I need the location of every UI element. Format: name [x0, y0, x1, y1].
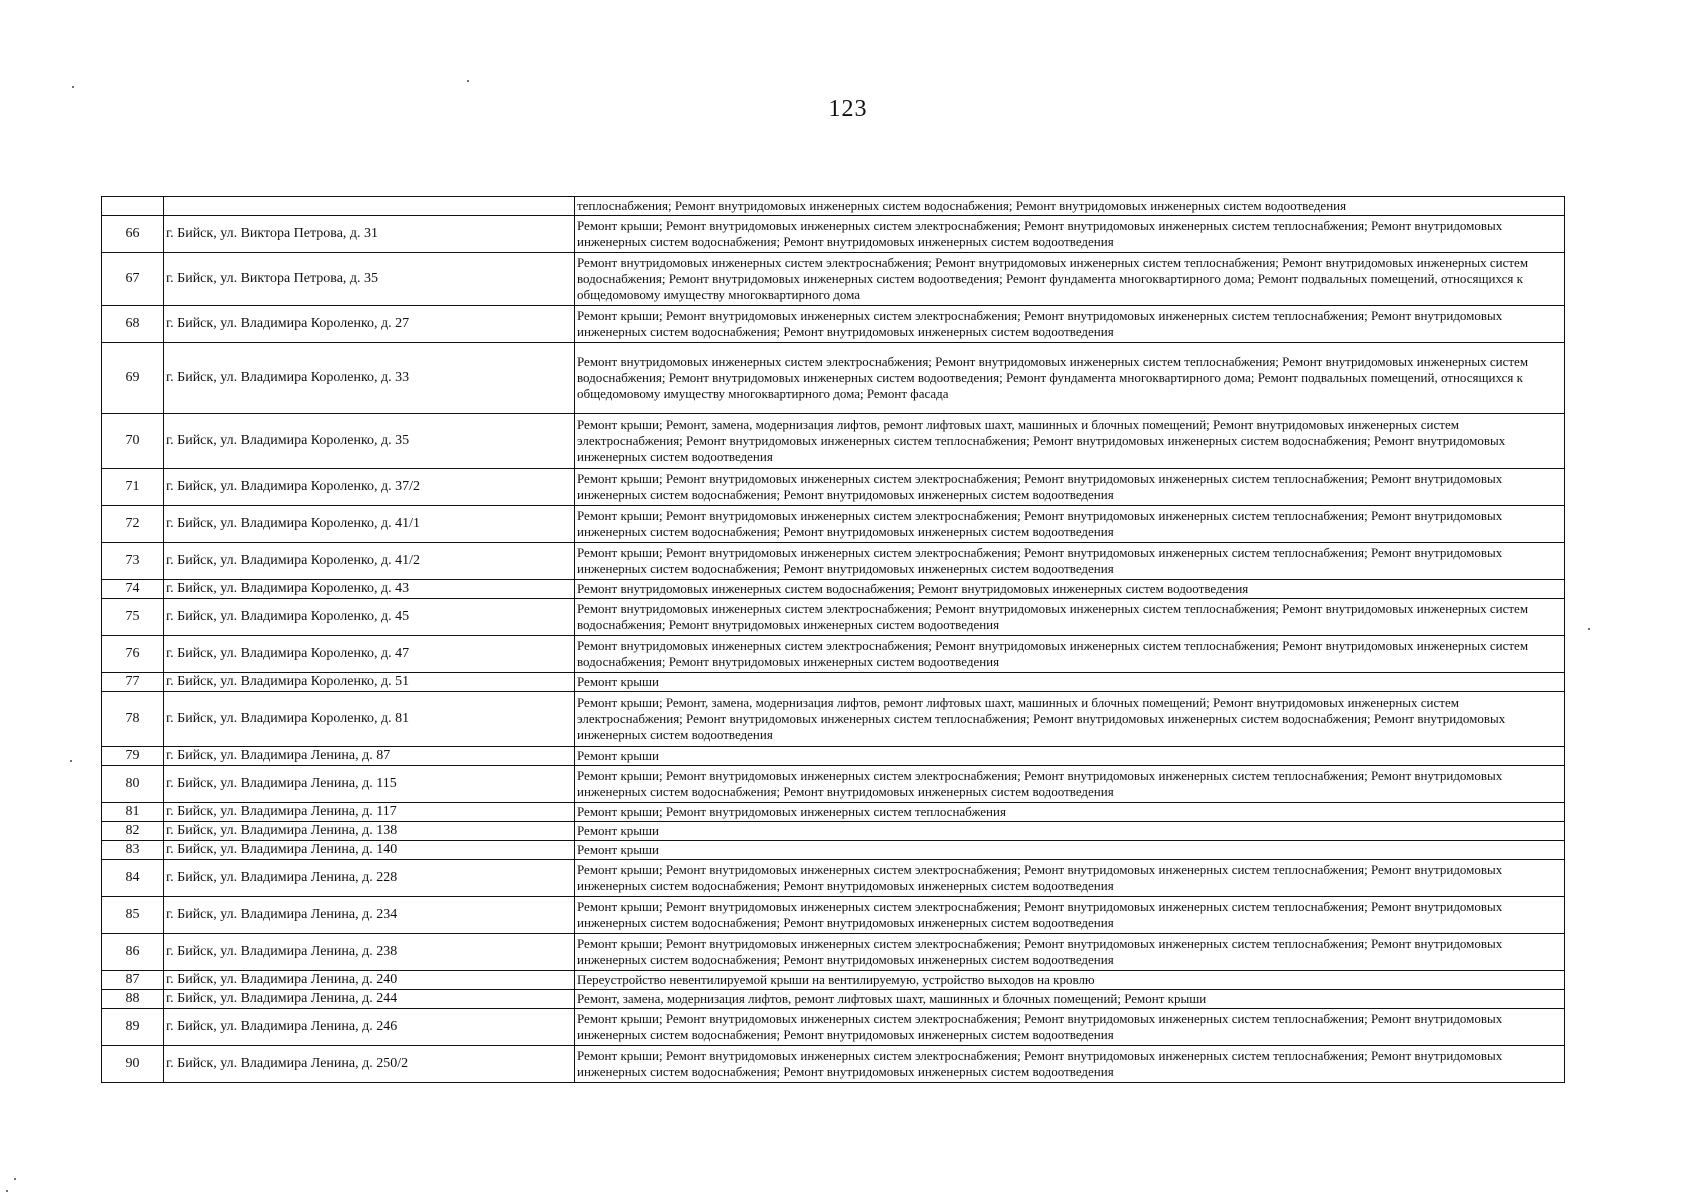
- repair-works-table: [101, 196, 1565, 1083]
- row-number-cell: 71: [102, 469, 164, 506]
- address-cell: г. Бийск, ул. Владимира Ленина, д. 246: [164, 1009, 575, 1046]
- address-cell: г. Бийск, ул. Владимира Короленко, д. 37/2: [164, 469, 575, 506]
- works-cell: Ремонт крыши; Ремонт внутридомовых инженерных систем электроснабжения; Ремонт внутридомовых инженерных систем теплоснабжения; Ремонт внутридомовых инженерных систем водоснабжения; Ремонт внутридомовых инженерных систем водоотведения: [575, 306, 1565, 343]
- works-cell: Ремонт крыши: [575, 841, 1565, 860]
- address-cell: г. Бийск, ул. Владимира Ленина, д. 238: [164, 934, 575, 971]
- row-number-cell: 66: [102, 216, 164, 253]
- row-number-cell: 90: [102, 1046, 164, 1083]
- address-cell: г. Бийск, ул. Виктора Петрова, д. 31: [164, 216, 575, 253]
- page-number: 123: [828, 96, 868, 122]
- table-row: [102, 897, 1565, 934]
- row-number-cell: 73: [102, 543, 164, 580]
- works-cell: Ремонт внутридомовых инженерных систем электроснабжения; Ремонт внутридомовых инженерных систем теплоснабжения; Ремонт внутридомовых инженерных систем водоснабжения; Ремонт внутридомовых инженерных систем водоотведения: [575, 599, 1565, 636]
- works-cell: Ремонт крыши; Ремонт внутридомовых инженерных систем электроснабжения; Ремонт внутридомовых инженерных систем теплоснабжения; Ремонт внутридомовых инженерных систем водоснабжения; Ремонт внутридомовых инженерных систем водоотведения: [575, 934, 1565, 971]
- table-row: [102, 580, 1565, 599]
- works-cell: Ремонт крыши: [575, 673, 1565, 692]
- address-cell: г. Бийск, ул. Владимира Ленина, д. 228: [164, 860, 575, 897]
- table-row: [102, 636, 1565, 673]
- row-number-cell: 75: [102, 599, 164, 636]
- address-cell: г. Бийск, ул. Владимира Короленко, д. 81: [164, 692, 575, 747]
- address-cell: г. Бийск, ул. Владимира Ленина, д. 234: [164, 897, 575, 934]
- row-number-cell: 88: [102, 990, 164, 1009]
- row-number-cell: 74: [102, 580, 164, 599]
- address-cell: г. Бийск, ул. Владимира Короленко, д. 43: [164, 580, 575, 599]
- table-row: [102, 692, 1565, 747]
- row-number-cell: 89: [102, 1009, 164, 1046]
- row-number-cell: 72: [102, 506, 164, 543]
- address-cell: г. Бийск, ул. Владимира Ленина, д. 115: [164, 766, 575, 803]
- row-number-cell: 79: [102, 747, 164, 766]
- row-number-cell: 77: [102, 673, 164, 692]
- table-row: [102, 822, 1565, 841]
- works-cell: Ремонт крыши: [575, 747, 1565, 766]
- address-cell: г. Бийск, ул. Владимира Ленина, д. 140: [164, 841, 575, 860]
- address-cell: г. Бийск, ул. Владимира Ленина, д. 138: [164, 822, 575, 841]
- table-row: [102, 253, 1565, 306]
- row-number-cell: 83: [102, 841, 164, 860]
- address-cell: г. Бийск, ул. Виктора Петрова, д. 35: [164, 253, 575, 306]
- table-row: [102, 971, 1565, 990]
- address-cell: г. Бийск, ул. Владимира Короленко, д. 27: [164, 306, 575, 343]
- works-cell: Ремонт крыши; Ремонт внутридомовых инженерных систем электроснабжения; Ремонт внутридомовых инженерных систем теплоснабжения; Ремонт внутридомовых инженерных систем водоснабжения; Ремонт внутридомовых инженерных систем водоотведения: [575, 469, 1565, 506]
- scan-speck: [1588, 628, 1590, 630]
- scan-speck: [70, 760, 72, 762]
- table-row: [102, 469, 1565, 506]
- works-cell: Ремонт крыши; Ремонт внутридомовых инженерных систем электроснабжения; Ремонт внутридомовых инженерных систем теплоснабжения; Ремонт внутридомовых инженерных систем водоснабжения; Ремонт внутридомовых инженерных систем водоотведения: [575, 216, 1565, 253]
- row-number-cell: 67: [102, 253, 164, 306]
- table-row: [102, 506, 1565, 543]
- row-number-cell: 69: [102, 343, 164, 414]
- row-number-cell: 68: [102, 306, 164, 343]
- works-cell: Ремонт крыши; Ремонт внутридомовых инженерных систем электроснабжения; Ремонт внутридомовых инженерных систем теплоснабжения; Ремонт внутридомовых инженерных систем водоснабжения; Ремонт внутридомовых инженерных систем водоотведения: [575, 860, 1565, 897]
- table-row: [102, 673, 1565, 692]
- address-cell: г. Бийск, ул. Владимира Короленко, д. 41/2: [164, 543, 575, 580]
- works-cell: Переустройство невентилируемой крыши на вентилируемую, устройство выходов на кровлю: [575, 971, 1565, 990]
- scan-speck: [14, 1178, 16, 1180]
- address-cell: г. Бийск, ул. Владимира Ленина, д. 240: [164, 971, 575, 990]
- row-number-cell: 78: [102, 692, 164, 747]
- address-cell: г. Бийск, ул. Владимира Ленина, д. 117: [164, 803, 575, 822]
- works-cell: Ремонт крыши; Ремонт, замена, модернизация лифтов, ремонт лифтовых шахт, машинных и блочных помещений; Ремонт внутридомовых инженерных систем электроснабжения; Ремонт внутридомовых инженерных систем теплоснабжения; Ремонт внутридомовых инженерных систем водоснабжения; Ремонт внутридомовых инженерных систем водоотведения: [575, 414, 1565, 469]
- works-cell: Ремонт крыши; Ремонт, замена, модернизация лифтов, ремонт лифтовых шахт, машинных и блочных помещений; Ремонт внутридомовых инженерных систем электроснабжения; Ремонт внутридомовых инженерных систем теплоснабжения; Ремонт внутридомовых инженерных систем водоснабжения; Ремонт внутридомовых инженерных систем водоотведения: [575, 692, 1565, 747]
- row-number-cell: 84: [102, 860, 164, 897]
- scan-speck: [72, 86, 74, 88]
- table-row: [102, 841, 1565, 860]
- address-cell: г. Бийск, ул. Владимира Ленина, д. 244: [164, 990, 575, 1009]
- scan-speck: [6, 1190, 8, 1192]
- works-cell: Ремонт крыши; Ремонт внутридомовых инженерных систем теплоснабжения: [575, 803, 1565, 822]
- address-cell: г. Бийск, ул. Владимира Короленко, д. 41/1: [164, 506, 575, 543]
- works-cell: Ремонт внутридомовых инженерных систем водоснабжения; Ремонт внутридомовых инженерных систем водоотведения: [575, 580, 1565, 599]
- table-row: [102, 860, 1565, 897]
- table-row: [102, 990, 1565, 1009]
- row-number-cell: 87: [102, 971, 164, 990]
- row-number-cell: 81: [102, 803, 164, 822]
- works-cell: Ремонт крыши; Ремонт внутридомовых инженерных систем электроснабжения; Ремонт внутридомовых инженерных систем теплоснабжения; Ремонт внутридомовых инженерных систем водоснабжения; Ремонт внутридомовых инженерных систем водоотведения: [575, 766, 1565, 803]
- works-cell: Ремонт крыши: [575, 822, 1565, 841]
- table-row: [102, 747, 1565, 766]
- works-cell: Ремонт крыши; Ремонт внутридомовых инженерных систем электроснабжения; Ремонт внутридомовых инженерных систем теплоснабжения; Ремонт внутридомовых инженерных систем водоснабжения; Ремонт внутридомовых инженерных систем водоотведения: [575, 1046, 1565, 1083]
- table-row: [102, 599, 1565, 636]
- works-cell: теплоснабжения; Ремонт внутридомовых инженерных систем водоснабжения; Ремонт внутридомовых инженерных систем водоотведения: [575, 197, 1565, 216]
- works-cell: Ремонт внутридомовых инженерных систем электроснабжения; Ремонт внутридомовых инженерных систем теплоснабжения; Ремонт внутридомовых инженерных систем водоснабжения; Ремонт внутридомовых инженерных систем водоотведения; Ремонт фундамента многоквартирного дома; Ремонт подвальных помещений, относящихся к общедомовому имуществу многоквартирного дома: [575, 253, 1565, 306]
- address-cell: г. Бийск, ул. Владимира Короленко, д. 47: [164, 636, 575, 673]
- table-row: [102, 197, 1565, 216]
- table-body: [102, 197, 1565, 1083]
- row-number-cell: [102, 197, 164, 216]
- address-cell: г. Бийск, ул. Владимира Ленина, д. 250/2: [164, 1046, 575, 1083]
- row-number-cell: 85: [102, 897, 164, 934]
- address-cell: г. Бийск, ул. Владимира Короленко, д. 51: [164, 673, 575, 692]
- table-row: [102, 414, 1565, 469]
- row-number-cell: 76: [102, 636, 164, 673]
- table-row: [102, 216, 1565, 253]
- table-row: [102, 934, 1565, 971]
- scan-speck: [467, 80, 469, 82]
- works-cell: Ремонт, замена, модернизация лифтов, ремонт лифтовых шахт, машинных и блочных помещений; Ремонт крыши: [575, 990, 1565, 1009]
- table-row: [102, 803, 1565, 822]
- works-cell: Ремонт крыши; Ремонт внутридомовых инженерных систем электроснабжения; Ремонт внутридомовых инженерных систем теплоснабжения; Ремонт внутридомовых инженерных систем водоснабжения; Ремонт внутридомовых инженерных систем водоотведения: [575, 1009, 1565, 1046]
- row-number-cell: 80: [102, 766, 164, 803]
- address-cell: г. Бийск, ул. Владимира Короленко, д. 33: [164, 343, 575, 414]
- works-cell: Ремонт внутридомовых инженерных систем электроснабжения; Ремонт внутридомовых инженерных систем теплоснабжения; Ремонт внутридомовых инженерных систем водоснабжения; Ремонт внутридомовых инженерных систем водоотведения; Ремонт фундамента многоквартирного дома; Ремонт подвальных помещений, относящихся к общедомовому имуществу многоквартирного дома; Ремонт фасада: [575, 343, 1565, 414]
- works-cell: Ремонт внутридомовых инженерных систем электроснабжения; Ремонт внутридомовых инженерных систем теплоснабжения; Ремонт внутридомовых инженерных систем водоснабжения; Ремонт внутридомовых инженерных систем водоотведения: [575, 636, 1565, 673]
- row-number-cell: 82: [102, 822, 164, 841]
- address-cell: г. Бийск, ул. Владимира Короленко, д. 45: [164, 599, 575, 636]
- table-row: [102, 543, 1565, 580]
- row-number-cell: 70: [102, 414, 164, 469]
- works-cell: Ремонт крыши; Ремонт внутридомовых инженерных систем электроснабжения; Ремонт внутридомовых инженерных систем теплоснабжения; Ремонт внутридомовых инженерных систем водоснабжения; Ремонт внутридомовых инженерных систем водоотведения: [575, 897, 1565, 934]
- table-row: [102, 1009, 1565, 1046]
- address-cell: г. Бийск, ул. Владимира Ленина, д. 87: [164, 747, 575, 766]
- address-cell: г. Бийск, ул. Владимира Короленко, д. 35: [164, 414, 575, 469]
- table-row: [102, 306, 1565, 343]
- row-number-cell: 86: [102, 934, 164, 971]
- table-row: [102, 1046, 1565, 1083]
- works-cell: Ремонт крыши; Ремонт внутридомовых инженерных систем электроснабжения; Ремонт внутридомовых инженерных систем теплоснабжения; Ремонт внутридомовых инженерных систем водоснабжения; Ремонт внутридомовых инженерных систем водоотведения: [575, 543, 1565, 580]
- table-row: [102, 766, 1565, 803]
- table-row: [102, 343, 1565, 414]
- address-cell: [164, 197, 575, 216]
- works-cell: Ремонт крыши; Ремонт внутридомовых инженерных систем электроснабжения; Ремонт внутридомовых инженерных систем теплоснабжения; Ремонт внутридомовых инженерных систем водоснабжения; Ремонт внутридомовых инженерных систем водоотведения: [575, 506, 1565, 543]
